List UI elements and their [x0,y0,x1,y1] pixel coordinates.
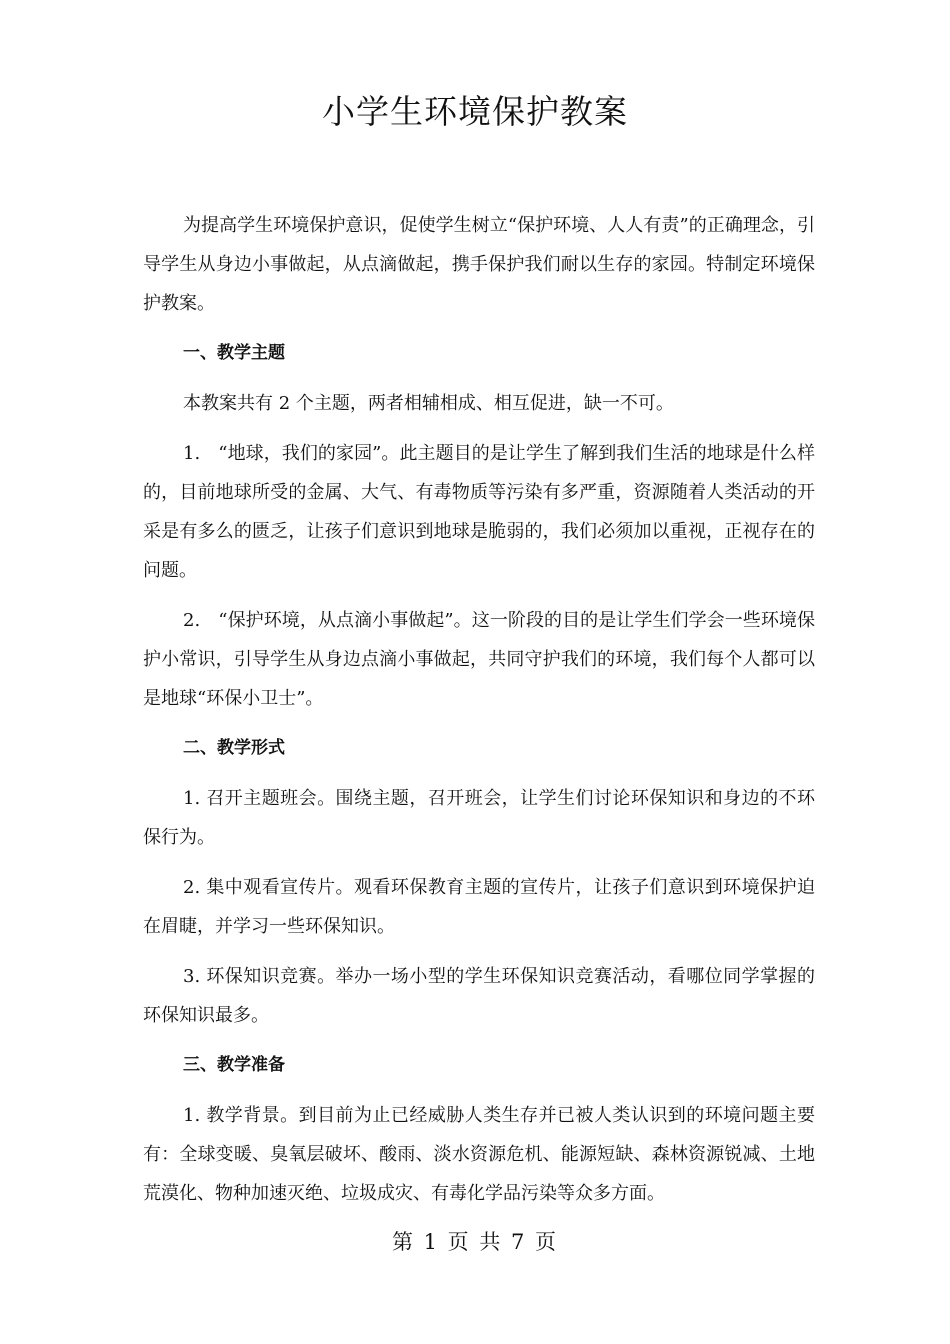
form-item-3: 3. 环保知识竞赛。举办一场小型的学生环保知识竞赛活动，看哪位同学掌握的环保知识最多。 [143,966,815,1026]
section-heading-teaching-form: 二、教学形式 [183,738,285,758]
section-heading-teaching-theme: 一、教学主题 [183,343,285,363]
preparation-item-1: 1. 教学背景。到目前为止已经威胁人类生存并已被人类认识到的环境问题主要有：全球变暖、臭氧层破坏、酸雨、淡水资源危机、能源短缺、森林资源锐减、土地荒漠化、物种加速灭绝、垃圾成灾、有毒化学品污染等众多方面。 [143,1105,815,1204]
theme-lead-paragraph: 本教案共有 2 个主题，两者相辅相成、相互促进，缺一不可。 [183,393,674,414]
theme-item-2: 2. “保护环境，从点滴小事做起”。这一阶段的目的是让学生们学会一些环境保护小常识，引导学生从身边点滴小事做起，共同守护我们的环境，我们每个人都可以是地球“环保小卫士”。 [143,610,815,709]
document-title: 小学生环境保护教案 [322,92,628,131]
page-number-footer: 第 1 页 共 7 页 [391,1230,559,1254]
intro-paragraph: 为提高学生环境保护意识，促使学生树立“保护环境、人人有责”的正确理念，引导学生从身边小事做起，从点滴做起，携手保护我们耐以生存的家园。特制定环境保护教案。 [143,215,815,314]
form-item-1: 1. 召开主题班会。围绕主题，召开班会，让学生们讨论环保知识和身边的不环保行为。 [143,788,815,848]
document-body [143,206,815,1224]
section-heading-teaching-preparation: 三、教学准备 [183,1055,285,1075]
form-item-2: 2. 集中观看宣传片。观看环保教育主题的宣传片，让孩子们意识到环境保护迫在眉睫，并学习一些环保知识。 [143,877,815,937]
theme-item-1: 1. “地球，我们的家园”。此主题目的是让学生了解到我们生活的地球是什么样的，目前地球所受的金属、大气、有毒物质等污染有多严重，资源随着人类活动的开采是有多么的匮乏，让孩子们意识到地球是脆弱的，我们必须加以重视，正视存在的问题。 [143,443,815,581]
